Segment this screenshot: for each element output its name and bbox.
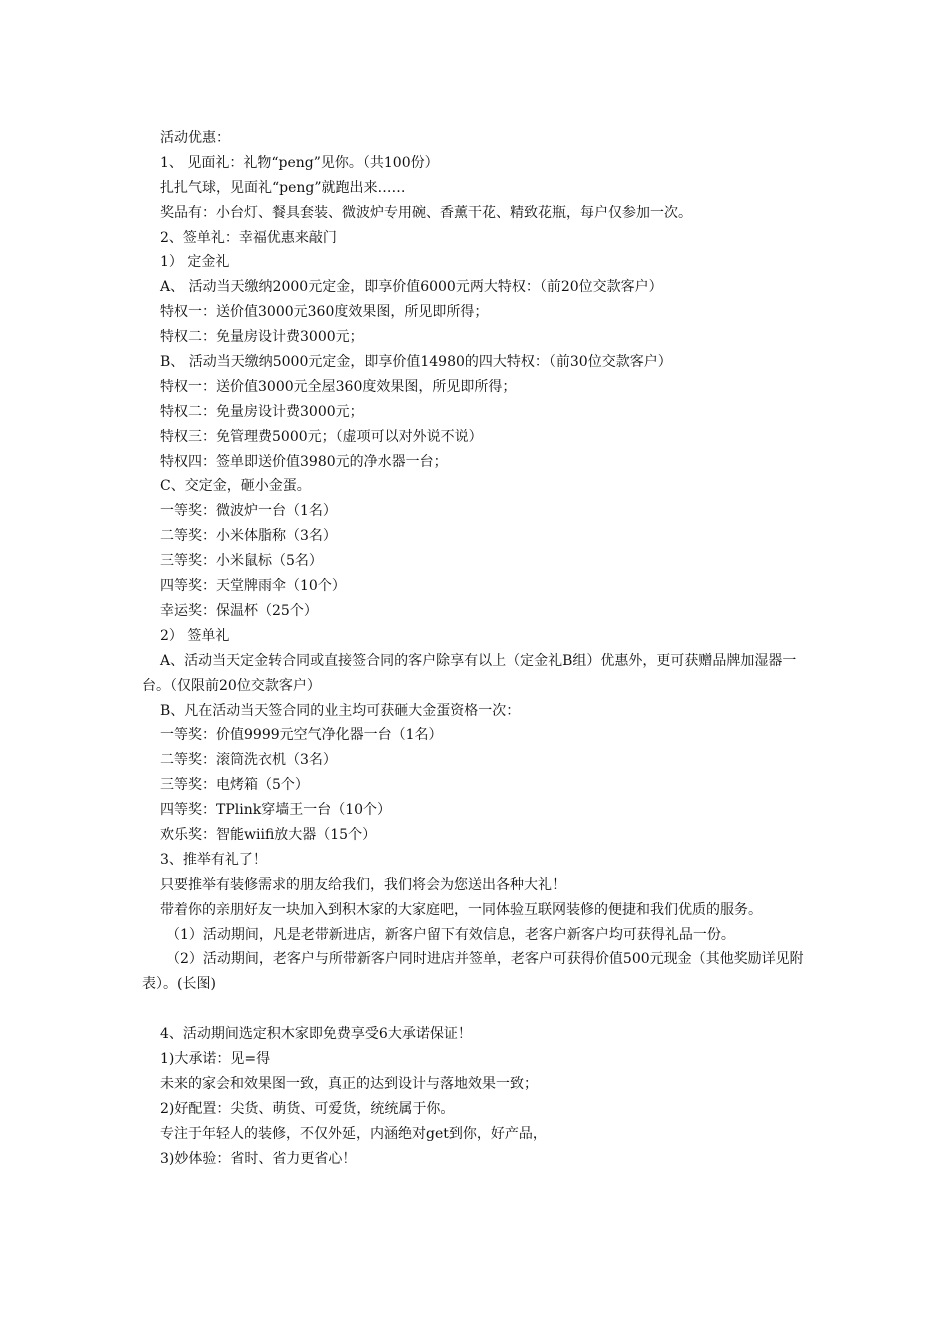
referral-rule-2	[142, 947, 822, 997]
section-1-title: 1、 见面礼：礼物“peng”见你。（共100份）	[160, 154, 439, 171]
subsection-signing-gift: 2） 签单礼	[160, 627, 230, 644]
referral-rule-2-text: （2）活动期间，老客户与所带新客户同时进店并签单，老客户可获得价值500元现金（其他奖励详见附表）。(长图)	[142, 951, 804, 993]
subsection-deposit-gift: 1） 定金礼	[160, 254, 230, 271]
heading-promotions: 活动优惠：	[160, 130, 230, 146]
privilege-item: 特权一：送价值3000元全屋360度效果图，所见即所得；	[160, 378, 517, 395]
promise-detail: 未来的家会和效果图一致，真正的达到设计与落地效果一致；	[160, 1075, 538, 1092]
prize-item: 欢乐奖：智能wiifi放大器（15个）	[160, 826, 377, 843]
signing-option-a-text: A、活动当天定金转合同或直接签合同的客户除享有以上（定金礼B组）优惠外，更可获赠品牌加湿器一台。（仅限前20位交款客户）	[142, 652, 797, 694]
section-3-title: 3、推举有礼了！	[160, 851, 267, 868]
deposit-option-b: B、 活动当天缴纳5000元定金，即享价值14980的四大特权：（前30位交款客户）	[160, 354, 672, 371]
paragraph-referral: 只要推举有装修需求的朋友给我们，我们将会为您送出各种大礼！	[160, 876, 566, 893]
privilege-item: 特权二：免量房设计费3000元；	[160, 403, 364, 420]
promise-item: 3)妙体验：省时、省力更省心！	[160, 1150, 357, 1167]
prize-item: 三等奖：小米鼠标（5名）	[160, 553, 323, 570]
promise-detail: 专注于年轻人的装修，不仅外延，内涵绝对get到你，好产品，	[160, 1125, 547, 1142]
deposit-option-a: A、 活动当天缴纳2000元定金，即享价值6000元两大特权：（前20位交款客户）	[160, 279, 663, 296]
document-body	[142, 126, 822, 1171]
signing-option-a	[142, 649, 822, 699]
prize-item: 二等奖：小米体脂称（3名）	[160, 528, 337, 545]
prize-item: 二等奖：滚筒洗衣机（3名）	[160, 752, 337, 769]
paragraph-prizes: 奖品有：小台灯、餐具套装、微波炉专用碗、香薰干花、精致花瓶，每户仅参加一次。	[160, 204, 692, 221]
deposit-option-c: C、交定金，砸小金蛋。	[160, 478, 311, 495]
paragraph-invite-text: 带着你的亲朋好友一块加入到积木家的大家庭吧，一同体验互联网装修的便捷和我们优质的服务。	[160, 901, 762, 918]
prize-item: 四等奖：TPlink穿墙王一台（10个）	[160, 802, 392, 819]
paragraph-invite	[142, 898, 822, 923]
privilege-item: 特权四：签单即送价值3980元的净水器一台；	[160, 453, 448, 470]
signing-option-b: B、凡在活动当天签合同的业主均可获砸大金蛋资格一次：	[160, 702, 521, 719]
prize-item: 一等奖：价值9999元空气净化器一台（1名）	[160, 727, 443, 744]
prize-item: 幸运奖：保温杯（25个）	[160, 602, 318, 619]
privilege-item: 特权一：送价值3000元360度效果图，所见即所得；	[160, 304, 489, 321]
prize-item: 三等奖：电烤箱（5个）	[160, 777, 309, 794]
promise-item: 2)好配置：尖货、萌货、可爱货，统统属于你。	[160, 1100, 455, 1117]
paragraph-balloon: 扎扎气球，见面礼“peng”就跑出来……	[160, 179, 406, 196]
prize-item: 四等奖：天堂牌雨伞（10个）	[160, 578, 346, 595]
section-4-title: 4、活动期间选定积木家即免费享受6大承诺保证！	[160, 1026, 472, 1043]
privilege-item: 特权三：免管理费5000元；（虚项可以对外说不说）	[160, 428, 483, 445]
section-2-title: 2、签单礼：幸福优惠来敲门	[160, 229, 337, 246]
referral-rule-1: （1）活动期间，凡是老带新进店，新客户留下有效信息，老客户新客户均可获得礼品一份。	[166, 926, 735, 943]
privilege-item: 特权二：免量房设计费3000元；	[160, 329, 364, 346]
prize-item: 一等奖：微波炉一台（1名）	[160, 503, 337, 520]
promise-item: 1)大承诺：见=得	[160, 1051, 271, 1068]
blank-line	[142, 997, 822, 1022]
